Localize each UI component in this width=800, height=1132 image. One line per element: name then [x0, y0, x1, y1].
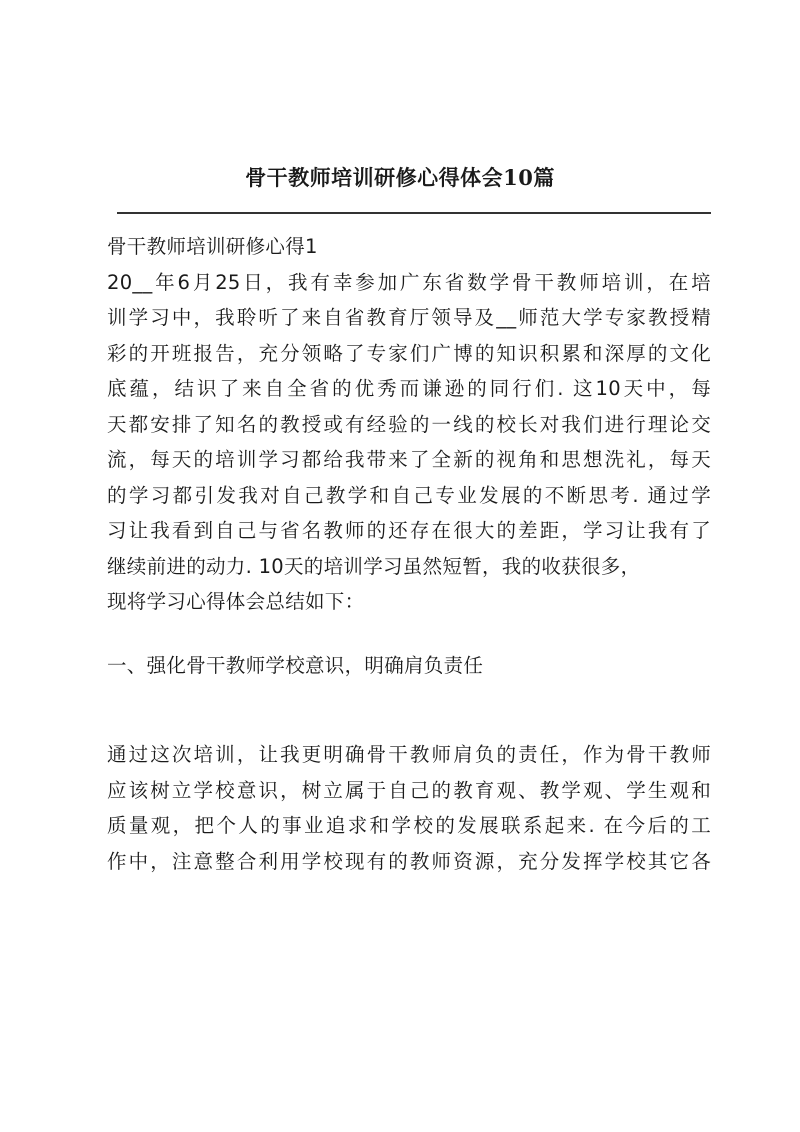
- paragraph-line: 应该树立学校意识，树立属于自己的教育观、教学观、学生观和: [107, 778, 711, 802]
- paragraph-line: 流，每天的培训学习都给我带来了全新的视角和思想洗礼，每天: [107, 448, 711, 471]
- document-body: [107, 229, 711, 879]
- paragraph-line: 训学习中，我聆听了来自省教育厅领导及__师范大学专家教授精: [107, 306, 711, 329]
- paragraph-line: 现将学习心得体会总结如下：: [107, 590, 365, 613]
- paragraph-line: 20__年6月25日，我有幸参加广东省数学骨干教师培训，在培: [107, 270, 711, 294]
- page-title: 骨干教师培训研修心得体会10篇: [245, 165, 555, 190]
- paragraph-line: 通过这次培训，让我更明确骨干教师肩负的责任，作为骨干教师: [107, 743, 711, 766]
- paragraph-line: 的学习都引发我对自己教学和自己专业发展的不断思考. 通过学: [107, 483, 711, 507]
- paragraph-line: 习让我看到自己与省名教师的还存在很大的差距，学习让我有了: [107, 519, 711, 542]
- paragraph-2: [107, 737, 711, 879]
- subheading: 一、强化骨干教师学校意识，明确肩负责任: [107, 653, 484, 677]
- paragraph-line: 彩的开班报告，充分领略了专家们广博的知识积累和深厚的文化: [107, 341, 711, 365]
- paragraph-line: 质量观，把个人的事业追求和学校的发展联系起来. 在今后的工: [107, 814, 711, 837]
- paragraph-line: 作中，注意整合利用学校现有的教师资源，充分发挥学校其它各: [107, 849, 711, 873]
- paragraph-1: [107, 265, 711, 620]
- section-heading: 骨干教师培训研修心得1: [107, 235, 318, 258]
- paragraph-line: 底蕴，结识了来自全省的优秀而谦逊的同行们. 这10天中，每: [107, 377, 711, 400]
- paragraph-line: 天都安排了知名的教授或有经验的一线的校长对我们进行理论交: [107, 412, 711, 436]
- title-divider: [117, 212, 711, 214]
- paragraph-line: 继续前进的动力. 10天的培训学习虽然短暂，我的收获很多，: [107, 554, 641, 578]
